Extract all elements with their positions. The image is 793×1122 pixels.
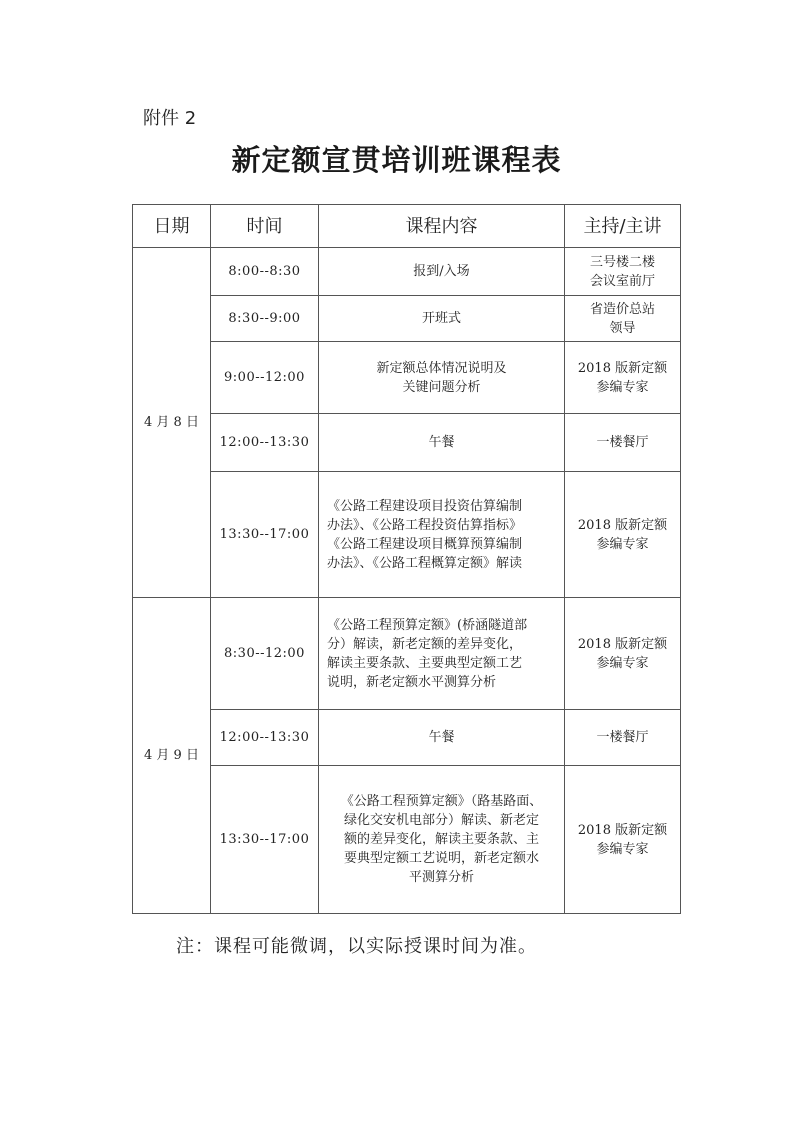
header-date: 日期 — [133, 205, 211, 248]
content-line: 平测算分析 — [408, 870, 474, 885]
content-line: 说明，新老定额水平测算分析 — [327, 674, 497, 690]
content-line: 报到/入场 — [413, 264, 470, 279]
table-row — [133, 598, 681, 710]
date-cell-day2: 4 月 9 日 — [133, 598, 211, 914]
host-line: 一楼餐厅 — [596, 435, 649, 450]
time-cell: 13:30--17:00 — [211, 472, 319, 598]
host-line: 一楼餐厅 — [596, 730, 649, 745]
content-cell — [319, 472, 565, 598]
time-cell: 13:30--17:00 — [211, 766, 319, 914]
content-line: 解读主要条款、主要典型定额工艺 — [327, 655, 523, 671]
time-cell: 12:00--13:30 — [211, 414, 319, 472]
content-cell — [319, 296, 565, 342]
host-cell — [565, 342, 681, 414]
content-cell — [319, 248, 565, 296]
host-cell — [565, 248, 681, 296]
host-line: 三号楼二楼 — [589, 254, 655, 270]
content-cell — [319, 766, 565, 914]
host-cell — [565, 296, 681, 342]
host-line: 2018 版新定额 — [577, 360, 668, 376]
table-row — [133, 296, 681, 342]
content-line: 《公路工程预算定额》(桥涵隧道部 — [327, 617, 528, 633]
host-line: 会议室前厅 — [589, 273, 655, 289]
content-line: 要典型定额工艺说明，新老定额水 — [343, 851, 539, 866]
table-row — [133, 710, 681, 766]
time-cell: 8:30--9:00 — [211, 296, 319, 342]
content-line: 《公路工程建设项目概算预算编制 — [327, 536, 523, 552]
content-line: 额的差异变化，解读主要条款、主 — [343, 832, 539, 847]
content-line: 办法》、《公路工程概算定额》解读 — [327, 555, 523, 571]
content-line: 绿化交安机电部分）解读、新老定 — [343, 813, 539, 828]
content-line: 新定额总体情况说明及 — [376, 360, 507, 376]
content-line: 开班式 — [421, 311, 461, 326]
content-cell — [319, 414, 565, 472]
date-cell-day1: 4 月 8 日 — [133, 248, 211, 598]
host-cell — [565, 710, 681, 766]
host-line: 省造价总站 — [589, 301, 655, 317]
content-cell — [319, 710, 565, 766]
content-line: 办法》、《公路工程投资估算指标》 — [327, 517, 523, 533]
host-line: 2018 版新定额 — [577, 517, 668, 533]
time-cell: 12:00--13:30 — [211, 710, 319, 766]
document-title: 新定额宣贯培训班课程表 — [231, 143, 562, 177]
host-cell — [565, 598, 681, 710]
header-time: 时间 — [211, 205, 319, 248]
time-cell: 8:30--12:00 — [211, 598, 319, 710]
table-row — [133, 414, 681, 472]
schedule-table — [132, 204, 681, 914]
content-cell — [319, 342, 565, 414]
time-cell: 8:00--8:30 — [211, 248, 319, 296]
table-row — [133, 342, 681, 414]
content-line: 关键问题分析 — [402, 379, 481, 395]
host-line: 领导 — [609, 320, 636, 336]
time-cell: 9:00--12:00 — [211, 342, 319, 414]
host-line: 参编专家 — [596, 841, 649, 857]
header-host: 主持/主讲 — [565, 205, 681, 248]
content-cell — [319, 598, 565, 710]
host-line: 参编专家 — [596, 379, 649, 395]
header-content: 课程内容 — [319, 205, 565, 248]
table-row — [133, 472, 681, 598]
header-row — [133, 205, 681, 248]
table-row — [133, 248, 681, 296]
content-line: 分）解读，新老定额的差异变化， — [327, 636, 523, 652]
host-line: 2018 版新定额 — [577, 822, 668, 838]
content-line: 午餐 — [428, 730, 455, 745]
content-line: 午餐 — [428, 435, 455, 450]
host-line: 参编专家 — [596, 536, 649, 552]
footnote: 注：课程可能微调，以实际授课时间为准。 — [176, 936, 537, 957]
content-line: 《公路工程建设项目投资估算编制 — [327, 498, 523, 514]
host-cell — [565, 766, 681, 914]
attachment-label: 附件 2 — [143, 108, 197, 129]
host-cell — [565, 414, 681, 472]
host-line: 参编专家 — [596, 655, 649, 671]
content-line: 《公路工程预算定额》（路基路面、 — [340, 794, 543, 809]
host-line: 2018 版新定额 — [577, 636, 668, 652]
table-row — [133, 766, 681, 914]
host-cell — [565, 472, 681, 598]
